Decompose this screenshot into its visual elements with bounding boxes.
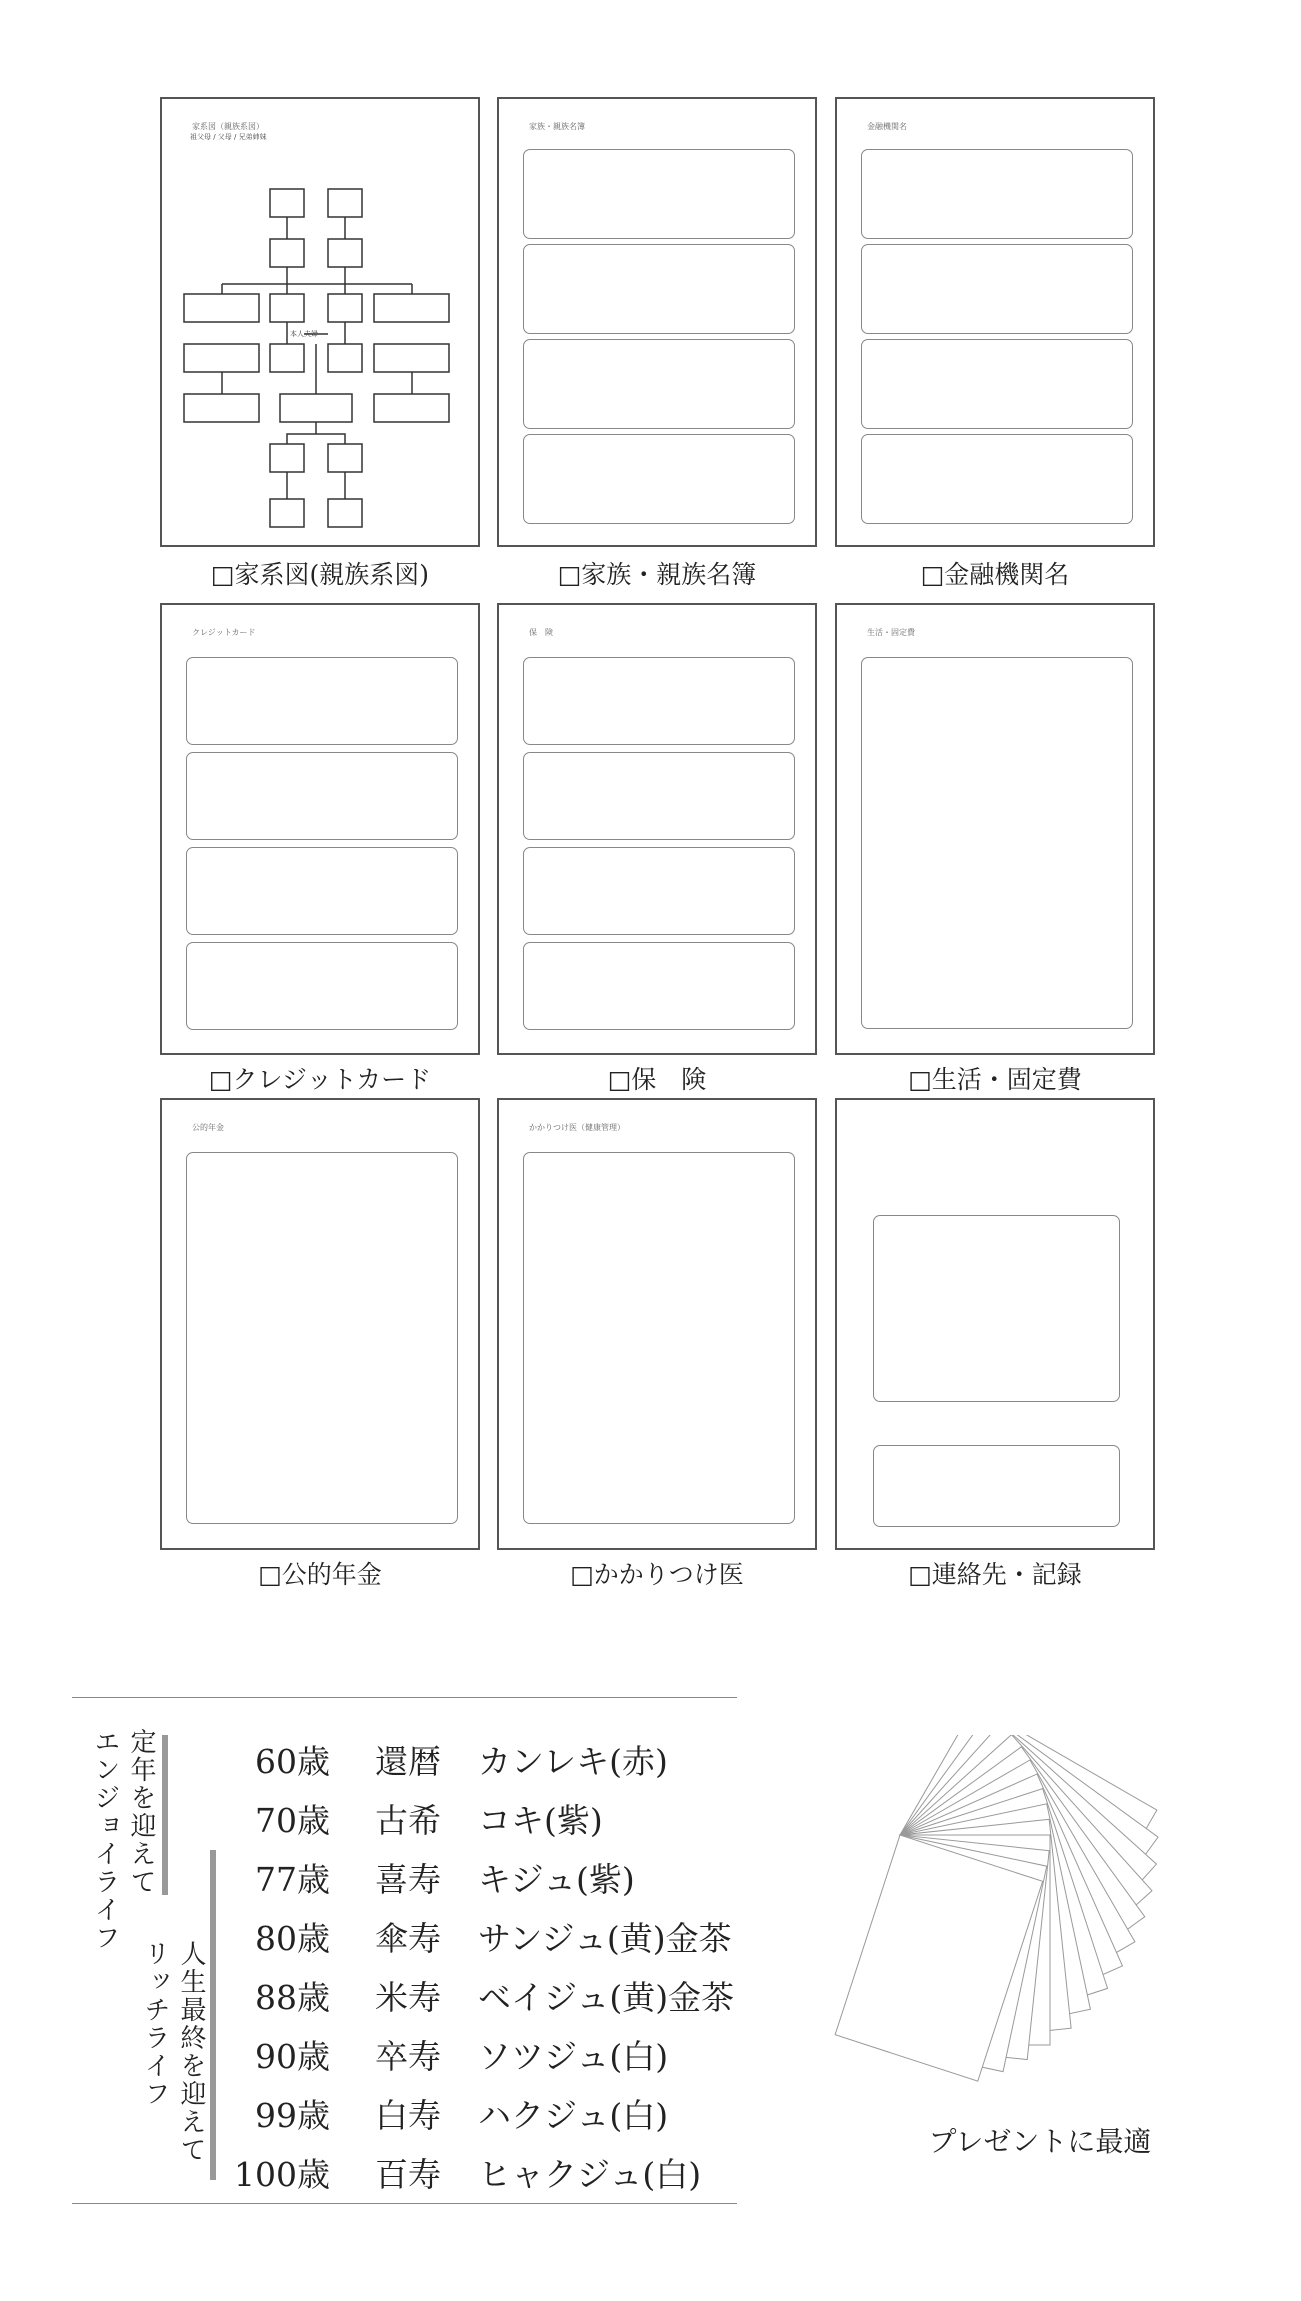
sheet-title: 公的年金 (192, 1123, 224, 1132)
insurance-block (523, 847, 795, 935)
roster-block (523, 434, 795, 524)
age-value: 90歳 (255, 2037, 330, 2076)
bank-block (861, 244, 1133, 334)
age-name: 白寿 (375, 2096, 441, 2135)
age-reading: ソツジュ(白) (478, 2037, 669, 2076)
heading-final: 人生最終を迎えて (176, 1940, 206, 2164)
caption-family-tree: □家系図(親族系図) (210, 560, 430, 589)
contact-sheet (835, 1098, 1155, 1550)
present-caption: プレゼントに最適 (928, 2125, 1152, 2158)
family-tree-diagram (162, 99, 478, 545)
sheet-title: 家系図（親族系図） (192, 122, 264, 131)
caption-living-cost: □生活・固定費 (908, 1065, 1082, 1094)
card-block (186, 657, 458, 745)
card-block (186, 847, 458, 935)
caption-credit-card: □クレジットカード (208, 1065, 432, 1094)
living-cost-table (861, 657, 1133, 1029)
card-block (186, 752, 458, 840)
credit-card-sheet (160, 603, 480, 1055)
insurance-sheet (497, 603, 817, 1055)
roster-block (523, 149, 795, 239)
roster-block (523, 339, 795, 429)
family-tree-sheet (160, 97, 480, 547)
age-value: 60歳 (255, 1742, 330, 1781)
caption-pension: □公的年金 (258, 1560, 382, 1589)
sheet-title: 保 険 (529, 628, 553, 637)
doctor-table (523, 1152, 795, 1524)
retirement-bar (162, 1735, 168, 1895)
age-name: 米寿 (375, 1978, 441, 2017)
age-value: 88歳 (255, 1978, 330, 2017)
contact-family-block (873, 1215, 1120, 1402)
living-cost-sheet (835, 603, 1155, 1055)
pension-table (186, 1152, 458, 1524)
age-value: 77歳 (255, 1860, 330, 1899)
age-reading: キジュ(紫) (478, 1860, 635, 1899)
age-reading: サンジュ(黄)金茶 (478, 1919, 732, 1958)
heading-retirement: 定年を迎えて (126, 1728, 156, 1896)
age-name: 古希 (375, 1801, 441, 1840)
age-value: 99歳 (255, 2096, 330, 2135)
insurance-block (523, 752, 795, 840)
age-reading: カンレキ(赤) (478, 1742, 668, 1781)
roster-sheet (497, 97, 817, 547)
bank-block (861, 434, 1133, 524)
insurance-block (523, 657, 795, 745)
age-value: 80歳 (255, 1919, 330, 1958)
final-bar (210, 1850, 216, 2180)
age-reading: コキ(紫) (478, 1801, 603, 1840)
insurance-block (523, 942, 795, 1030)
bank-block (861, 149, 1133, 239)
sheet-title: 家族・親族名簿 (529, 122, 585, 131)
age-reading: ベイジュ(黄)金茶 (478, 1978, 735, 2017)
heading-final-sub: リッチライフ (140, 1940, 170, 2108)
age-name: 百寿 (375, 2155, 441, 2194)
age-name: 喜寿 (375, 1860, 441, 1899)
caption-contact: □連絡先・記録 (908, 1560, 1082, 1589)
age-value: 100歳 (234, 2155, 330, 2194)
caption-doctor: □かかりつけ医 (570, 1560, 744, 1589)
bottom-divider (72, 2203, 737, 2204)
sheet-title: 生活・固定費 (867, 628, 915, 637)
present-fan-illustration (800, 1735, 1230, 2095)
age-reading: ハクジュ(白) (478, 2096, 669, 2135)
caption-bank: □金融機関名 (920, 560, 1070, 589)
sheet-title: 金融機関名 (867, 122, 907, 131)
age-name: 還暦 (375, 1742, 441, 1781)
bank-sheet (835, 97, 1155, 547)
caption-roster: □家族・親族名簿 (557, 560, 757, 589)
age-reading: ヒャクジュ(白) (478, 2155, 702, 2194)
age-name: 卒寿 (375, 2037, 441, 2076)
sheet-title: クレジットカード (192, 628, 256, 637)
bank-block (861, 339, 1133, 429)
heading-retirement-sub: エンジョイライフ (90, 1728, 120, 1952)
sheet-title: かかりつけ医（健康管理） (529, 1123, 625, 1132)
age-value: 70歳 (255, 1801, 330, 1840)
caption-insurance: □保 険 (607, 1065, 707, 1094)
tree-self-label: 本人夫婦 (290, 330, 318, 338)
card-block (186, 942, 458, 1030)
top-divider (72, 1697, 737, 1698)
doctor-sheet (497, 1098, 817, 1550)
age-name: 傘寿 (375, 1919, 441, 1958)
pension-sheet (160, 1098, 480, 1550)
contact-memo-block (873, 1445, 1120, 1527)
roster-block (523, 244, 795, 334)
tree-header-text: 祖父母 / 父母 / 兄弟姉妹 (190, 133, 267, 141)
